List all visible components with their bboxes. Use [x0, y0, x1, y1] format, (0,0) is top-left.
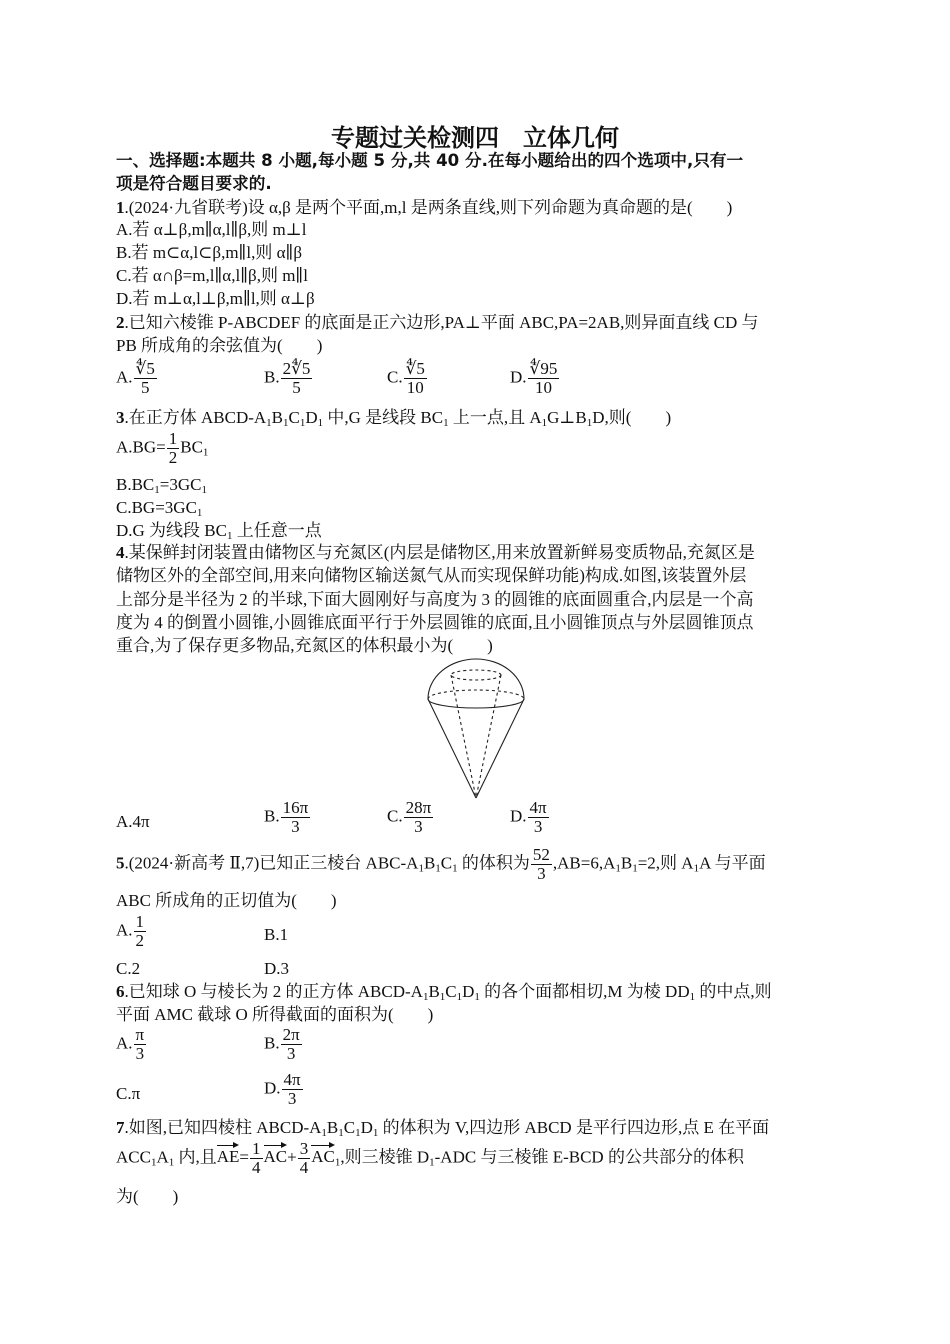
q1-option-d: D.若 m⊥α,l⊥β,m∥l,则 α⊥β: [116, 289, 315, 308]
page-title: 专题过关检测四 立体几何: [331, 124, 619, 152]
outer-cone-base-back: [428, 690, 524, 699]
q3-option-a: A.BG= $\frac{1}{2}$ $BC_1$: [116, 429, 209, 467]
q3-option-d: D.G 为线段 $BC_1$ 上任意一点: [116, 521, 322, 542]
q4-option-a: A.4π: [116, 812, 150, 831]
inner-cone-right-edge: [476, 675, 501, 798]
q2-option-b: B. $\frac{2∜5}{5}$: [264, 359, 311, 397]
vector-ae: AE: [217, 1144, 240, 1168]
q3-option-b: $B.BC_1=3GC_1$: [116, 475, 207, 496]
q1-option-b: B.若 m⊂α,l⊂β,m∥l,则 α∥β: [116, 243, 303, 262]
q5-number: 5: [116, 853, 125, 873]
q2-option-c: C. $\frac{∜5}{10}$: [387, 359, 425, 397]
q5-option-a: A. $\frac{1}{2}$: [116, 912, 145, 950]
q7-stem-line3: 为( ): [116, 1187, 179, 1206]
q2-number: 2: [116, 313, 125, 332]
q1-option-c: C.若 α∩β=m,l∥α,l∥β,则 m∥l: [116, 266, 308, 285]
vector-ac1: AC: [311, 1144, 335, 1168]
q3-option-c: $C.BG=3GC_1$: [116, 498, 203, 519]
q4-stem-line3: 上部分是半径为 2 的半球,下面大圆刚好与高度为 3 的圆锥的底面圆重合,内层是一个高: [116, 590, 754, 609]
q5-stem-line1: 5.(2024·新高考 Ⅱ,7)已知正三棱台 ABC-$A_1B_1C_1$ 的体积为 $\frac{52}{3}$ $,AB=6,A_1B_1=2$,则 $A_1A$ 与平面: [116, 845, 766, 883]
q4-stem-line4: 度为 4 的倒置小圆锥,小圆锥底面平行于外层圆锥的底面,且小圆锥顶点与外层圆锥顶点: [116, 613, 754, 632]
q4-option-b: B. $\frac{16\pi}{3}$: [264, 798, 309, 836]
q6-option-b: B. $\frac{2\pi}{3}$: [264, 1025, 300, 1063]
q3-number: 3: [116, 408, 125, 427]
q6-stem-line1: 6.已知球 O 与棱长为 2 的正方体 ABCD-$A_1B_1C_1D_1$ 的各个面都相切,M 为棱 $DD_1$ 的中点,则: [116, 982, 772, 1003]
q4-number: 4: [116, 543, 125, 562]
outer-cone-right-edge: [476, 699, 524, 798]
q1-number: 1: [116, 198, 125, 217]
q6-number: 6: [116, 982, 125, 1001]
outer-cone-base-front: [428, 699, 524, 708]
hemisphere-cone-figure: [420, 655, 532, 803]
q5-stem-line2: ABC 所成角的正切值为( ): [116, 891, 337, 910]
q5-option-d: D.3: [264, 959, 290, 978]
vector-ac: AC: [264, 1144, 288, 1168]
section-heading-line2: 项是符合题目要求的.: [116, 174, 272, 193]
inner-cone-base: [451, 670, 501, 680]
q7-stem-line1: 7.如图,已知四棱柱 ABCD-$A_1B_1C_1D_1$ 的体积为 V,四边形 ABCD 是平行四边形,点 E 在平面: [116, 1118, 770, 1139]
q3-stem: 3.在正方体 ABCD-$A_1B_1C_1D_1$ 中,G 是线段 $BC_1$ 上一点,且 $A_1G\perp B_1D$,则( ): [116, 408, 672, 429]
q5-option-c: C.2: [116, 959, 141, 978]
inner-cone-left-edge: [451, 675, 476, 798]
q4-stem-line2: 储物区外的全部空间,用来向储物区输送氮气从而实现保鲜功能)构成.如图,该装置外层: [116, 566, 747, 585]
hemisphere-outline: [428, 659, 524, 699]
q1-option-a: A.若 α⊥β,m∥α,l∥β,则 m⊥l: [116, 220, 307, 239]
q7-stem-line2: $ACC_1A_1$ 内,且AE= $\frac{1}{4}$ AC+ $\frac{3}{4}$ $AC_1$,则三棱锥 $D_1$-ADC 与三棱锥 E-BCD 的公共部分的体积: [116, 1139, 744, 1177]
q2-option-d: D. $\frac{∜95}{10}$: [510, 359, 558, 397]
q2-option-a: A. $\frac{∜5}{5}$: [116, 359, 155, 397]
q4-stem-line1: 4.某保鲜封闭装置由储物区与充氮区(内层是储物区,用来放置新鲜易变质物品,充氮区是: [116, 543, 755, 562]
section-heading-line1: 一、选择题:本题共 8 小题,每小题 5 分,共 40 分.在每小题给出的四个选项中,只有一: [116, 151, 744, 170]
q2-stem-line2: PB 所成角的余弦值为( ): [116, 336, 323, 355]
q5-option-b: B.1: [264, 925, 289, 944]
q6-option-a: A. $\frac{\pi}{3}$: [116, 1025, 145, 1063]
q6-option-c: C.π: [116, 1084, 141, 1103]
q1-stem: 1.(2024·九省联考)设 α,β 是两个平面,m,l 是两条直线,则下列命题为真命题的是( ): [116, 198, 733, 217]
q2-stem-line1: 2.已知六棱锥 P-ABCDEF 的底面是正六边形,PA⊥平面 ABC,PA=2AB,则异面直线 CD 与: [116, 313, 759, 332]
q4-stem-line5: 重合,为了保存更多物品,充氮区的体积最小为( ): [116, 636, 493, 655]
q4-option-d: D. $\frac{4\pi}{3}$: [510, 798, 547, 836]
q6-option-d: D. $\frac{4\pi}{3}$: [264, 1070, 301, 1108]
q7-number: 7: [116, 1118, 125, 1137]
q6-stem-line2: 平面 AMC 截球 O 所得截面的面积为( ): [116, 1005, 434, 1024]
q4-option-c: C. $\frac{28\pi}{3}$: [387, 798, 432, 836]
outer-cone-left-edge: [428, 699, 476, 798]
